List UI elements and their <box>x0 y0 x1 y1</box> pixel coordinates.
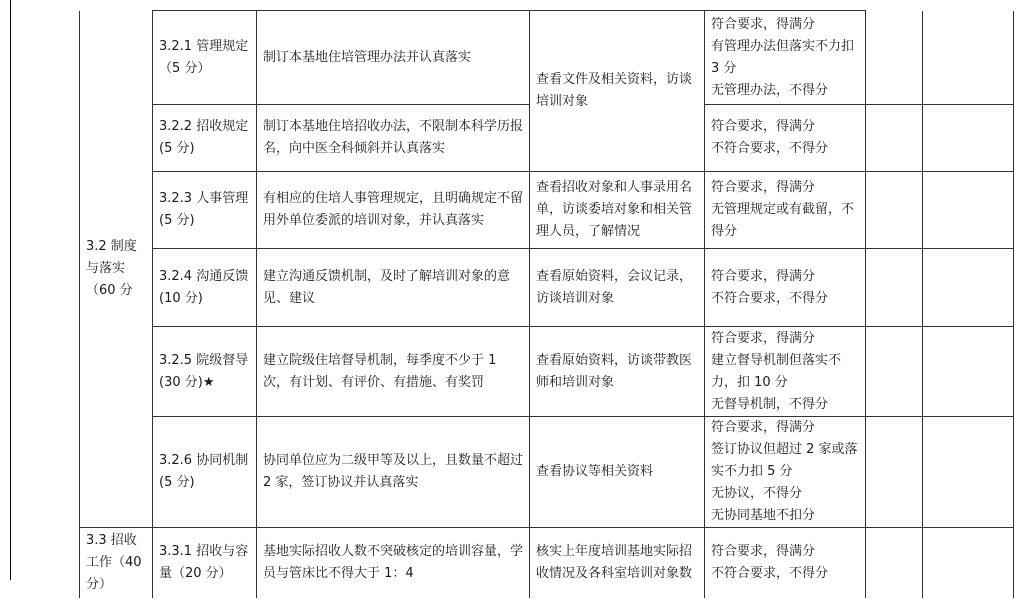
table-row <box>80 249 1014 327</box>
table-row <box>80 417 1014 528</box>
evaluation-table <box>79 10 1014 598</box>
remark-cell <box>923 249 1014 327</box>
remark-cell <box>923 105 1014 172</box>
scoring-criteria: 符合要求，得满分 不符合要求，不得分 <box>705 105 866 172</box>
item-content: 制订本基地住培管理办法并认真落实 <box>257 11 530 105</box>
item-name: 3.2.3 人事管理(5 分) <box>153 172 257 249</box>
scoring-criteria: 符合要求，得满分 有管理办法但落实不力扣 3 分 无管理办法，不得分 <box>705 11 866 105</box>
item-name: 3.3.1 招收与容量（20 分） <box>153 528 257 598</box>
item-name: 3.2.5 院级督导(30 分)★ <box>153 327 257 417</box>
item-content: 建立沟通反馈机制，及时了解培训对象的意见、建议 <box>257 249 530 327</box>
item-content: 基地实际招收人数不突破核定的培训容量，学员与管床比不得大于 1：4 <box>257 528 530 598</box>
section-label: 3.3 招收工作（40 分） <box>80 528 153 598</box>
scoring-criteria: 符合要求，得满分 不符合要求，不得分 <box>705 528 866 598</box>
item-content: 协同单位应为二级甲等及以上，且数量不超过 2 家，签订协议并认真落实 <box>257 417 530 528</box>
score-cell <box>866 172 923 249</box>
remark-cell <box>923 11 1014 105</box>
table-row <box>80 11 1014 105</box>
check-method: 查看原始资料，访谈带教医师和培训对象 <box>530 327 705 417</box>
remark-cell <box>923 528 1014 598</box>
table-row <box>80 172 1014 249</box>
remark-cell <box>923 417 1014 528</box>
check-method: 查看文件及相关资料，访谈培训对象 <box>530 11 705 172</box>
remark-cell <box>923 172 1014 249</box>
scoring-criteria: 符合要求，得满分 无管理规定或有截留，不得分 <box>705 172 866 249</box>
score-cell <box>866 528 923 598</box>
table-row <box>80 327 1014 417</box>
page-left-border <box>10 0 11 580</box>
item-name: 3.2.1 管理规定（5 分） <box>153 11 257 105</box>
table-row <box>80 528 1014 598</box>
section-label: 3.2 制度与落实（60 分 <box>80 11 153 528</box>
check-method: 查看招收对象和人事录用名单，访谈委培对象和相关管理人员，了解情况 <box>530 172 705 249</box>
remark-cell <box>923 327 1014 417</box>
score-cell <box>866 249 923 327</box>
scoring-criteria: 符合要求，得满分 签订协议但超过 2 家或落实不力扣 5 分 无协议，不得分 无协同基地不扣分 <box>705 417 866 528</box>
item-name: 3.2.4 沟通反馈(10 分) <box>153 249 257 327</box>
scoring-criteria: 符合要求，得满分 建立督导机制但落实不力，扣 10 分 无督导机制，不得分 <box>705 327 866 417</box>
score-cell <box>866 105 923 172</box>
item-name: 3.2.2 招收规定(5 分) <box>153 105 257 172</box>
check-method: 查看原始资料，会议记录，访谈培训对象 <box>530 249 705 327</box>
item-name: 3.2.6 协同机制(5 分) <box>153 417 257 528</box>
item-content: 建立院级住培督导机制，每季度不少于 1 次，有计划、有评价、有措施、有奖罚 <box>257 327 530 417</box>
check-method: 核实上年度培训基地实际招收情况及各科室培训对象数 <box>530 528 705 598</box>
score-cell <box>866 11 923 105</box>
item-content: 制订本基地住培招收办法，不限制本科学历报名，向中医全科倾斜并认真落实 <box>257 105 530 172</box>
item-content: 有相应的住培人事管理规定，且明确规定不留用外单位委派的培训对象，并认真落实 <box>257 172 530 249</box>
score-cell <box>866 417 923 528</box>
check-method: 查看协议等相关资料 <box>530 417 705 528</box>
scoring-criteria: 符合要求，得满分 不符合要求，不得分 <box>705 249 866 327</box>
score-cell <box>866 327 923 417</box>
